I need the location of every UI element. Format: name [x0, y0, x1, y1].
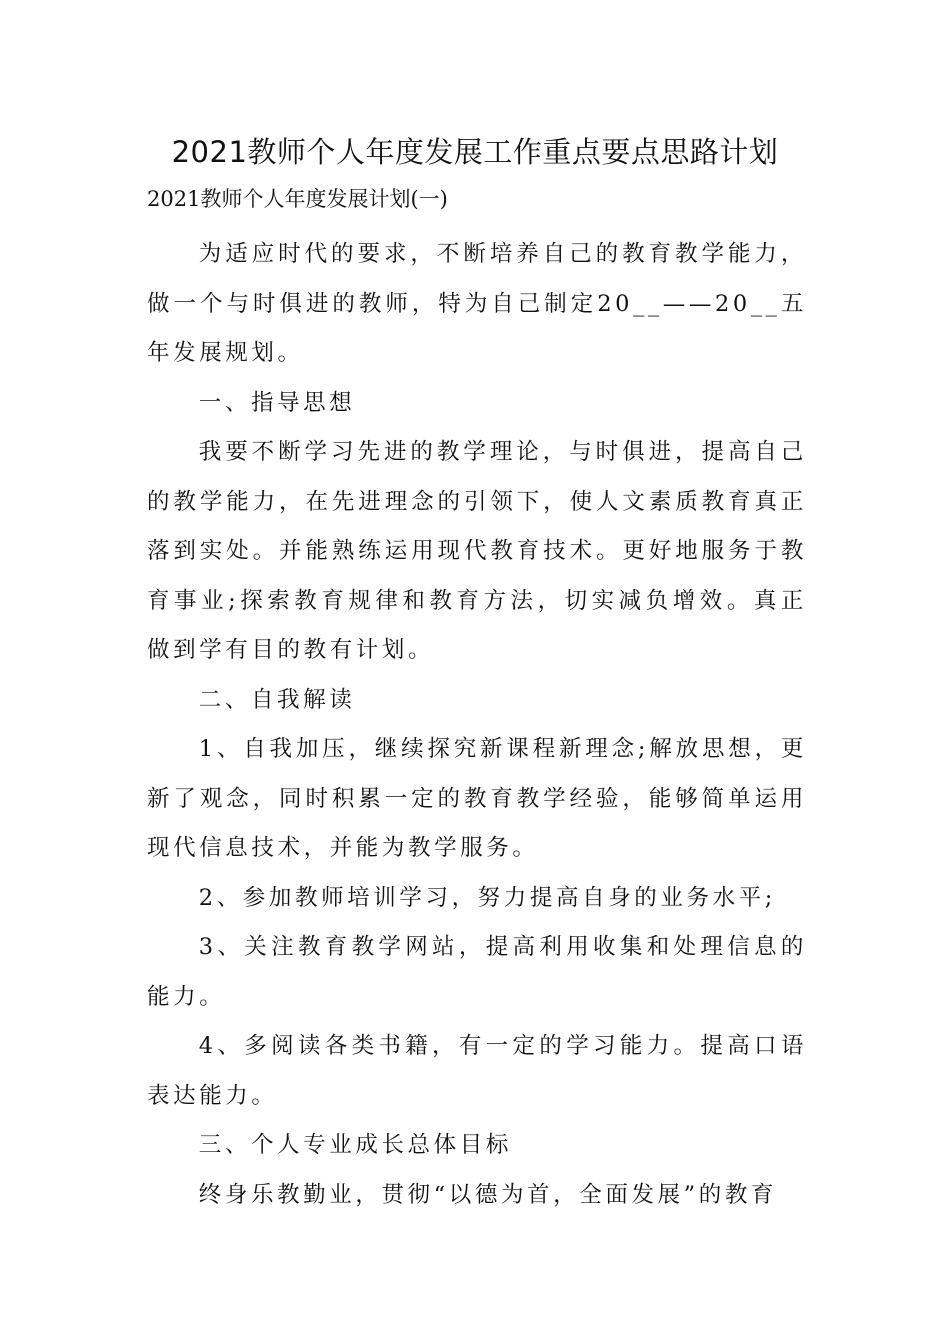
document-body — [147, 230, 807, 1220]
paragraph-item-1: 1、自我加压，继续探究新课程新理念;解放思想，更新了观念，同时积累一定的教育教学经验，能够简单运用现代信息技术，并能为教学服务。 — [147, 736, 807, 861]
paragraph-item-4: 4、多阅读各类书籍，有一定的学习能力。提高口语表达能力。 — [147, 1033, 807, 1109]
paragraph-guiding-thought: 我要不断学习先进的教学理论，与时俱进，提高自己的教学能力，在先进理念的引领下，使人文素质教育真正落到实处。并能熟练运用现代教育技术。更好地服务于教育事业;探索教育规律和教育方法，切实减负增效。真正做到学有目的教有计划。 — [147, 439, 807, 663]
document-subtitle: 2021教师个人年度发展计划(一) — [147, 187, 448, 211]
paragraph-item-3: 3、关注教育教学网站，提高利用收集和处理信息的能力。 — [147, 934, 807, 1010]
heading-growth-goals: 三、个人专业成长总体目标 — [198, 1132, 512, 1158]
heading-self-analysis: 二、自我解读 — [198, 686, 356, 713]
document-title: 2021教师个人年度发展工作重点要点思路计划 — [171, 135, 779, 169]
paragraph-intro: 为适应时代的要求，不断培养自己的教育教学能力，做一个与时俱进的教师，特为自己制定20__——20__五年发展规划。 — [147, 241, 807, 366]
heading-guiding-thought: 一、指导思想 — [198, 389, 356, 416]
paragraph-growth-goals: 终身乐教勤业，贯彻“以德为首，全面发展”的教育 — [198, 1181, 778, 1208]
paragraph-item-2: 2、参加教师培训学习，努力提高自身的业务水平; — [198, 884, 776, 911]
